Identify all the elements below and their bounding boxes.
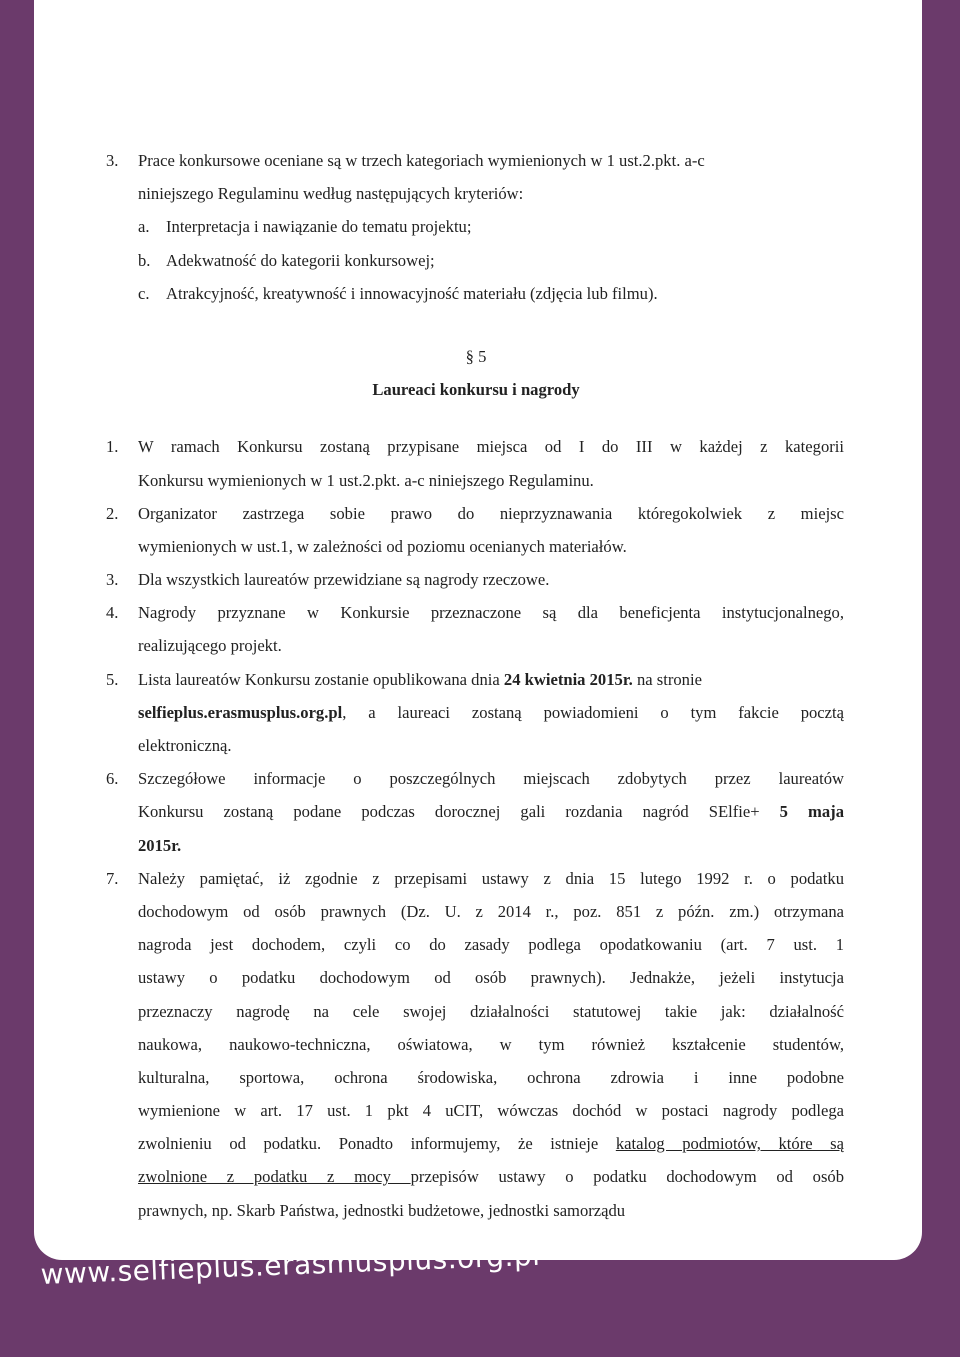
item-number: 3. [106,151,119,170]
criterion-item: c. Atrakcyjność, kreatywność i innowacyjność materiału (zdjęcia lub filmu). [138,283,658,303]
criterion-item: b. Adekwatność do kategorii konkursowej; [138,250,435,270]
footer-url[interactable]: www.selfieplus.erasmusplus.org.pl [40,1238,541,1291]
list-item: 5. Lista laureatów Konkursu zostanie opublikowana dnia 24 kwietnia 2015r. na stronie selfieplus.erasmusplus.org.pl, a laureaci zostaną powiadomieni o tym fakcie pocztą elektroniczną. [108,663,844,763]
list-item: 6. Szczegółowe informacje o poszczególnych miejscach zdobytych przez laureatów Konkursu zostaną podane podczas dorocznej gali rozdania nagród SElfie+ 5 maja 2015r. [108,762,844,862]
catalog-link[interactable]: zwolnione z podatku z mocy [138,1167,411,1187]
paragraph-symbol: § 5 [465,346,487,366]
website-link[interactable]: selfieplus.erasmusplus.org.pl [138,702,343,722]
list-item: 1. W ramach Konkursu zostaną przypisane miejsca od I do III w każdej z kategorii Konkursu wymienionych w 1 ust.2.pkt. a-c niniejszego Regulaminu. [108,430,844,496]
item-number: 2. [106,503,119,523]
section-3-line: niniejszego Regulaminu według następujących kryteriów: [138,184,524,204]
item-number: 7. [106,868,119,888]
section-3 [108,144,844,310]
document-content [108,144,844,1227]
item-number: 5. [106,669,119,689]
list-item: 3. Dla wszystkich laureatów przewidziane są nagrody rzeczowe. [108,563,844,596]
section-title: Laureaci konkursu i nagrody [372,380,580,400]
section-3-line: Prace konkursowe oceniane są w trzech kategoriach wymienionych w 1 ust.2.pkt. a-c [138,151,705,170]
list-item: 4. Nagrody przyznane w Konkursie przeznaczone są dla beneficjenta instytucjonalnego, realizującego projekt. [108,596,844,662]
item-number: 4. [106,603,119,623]
item-number: 6. [106,769,119,789]
publication-date: 24 kwietnia 2015r. [503,669,633,689]
catalog-link[interactable]: katalog podmiotów, które są [615,1134,844,1154]
criterion-item: a. Interpretacja i nawiązanie do tematu projektu; [138,217,472,237]
list-item: 7. Należy pamiętać, iż zgodnie z przepisami ustawy z dnia 15 lutego 1992 r. o podatku dochodowym od osób prawnych (Dz. U. z 2014 r., poz. 851 z późn. zm.) otrzymana nagroda jest dochodem, czyli co do zasady podlega opodatkowaniu (art. 7 ust. 1 ustawy o podatku dochodowym od osób prawnych). Jednakże, jeżeli instytucja przeznaczy nagrodę na cele swojej działalności statutowej takie jak: działalność naukowa, naukowo-techniczna, oświatowa, w tym również kształcenie studentów, kulturalna, sportowa, ochrona środowiska, ochrona zdrowia i inne podobne wymienione w art. 17 ust. 1 pkt 4 uCIT, wówczas dochód w postaci nagrody podlega zwolnieniu od podatku. Ponadto informujemy, że istnieje katalog podmiotów, które są zwolnione z podatku z mocy przepisów ustawy o podatku dochodowym od osób prawnych, np. Skarb Państwa, jednostki budżetowe, jednostki samorządu [108,862,844,1227]
item-number: 3. [106,570,119,590]
item-number: 1. [106,437,119,457]
list-item: 2. Organizator zastrzega sobie prawo do nieprzyznawania któregokolwiek z miejsc wymienionych w ust.1, w zależności od poziomu ocenianych materiałów. [108,497,844,563]
